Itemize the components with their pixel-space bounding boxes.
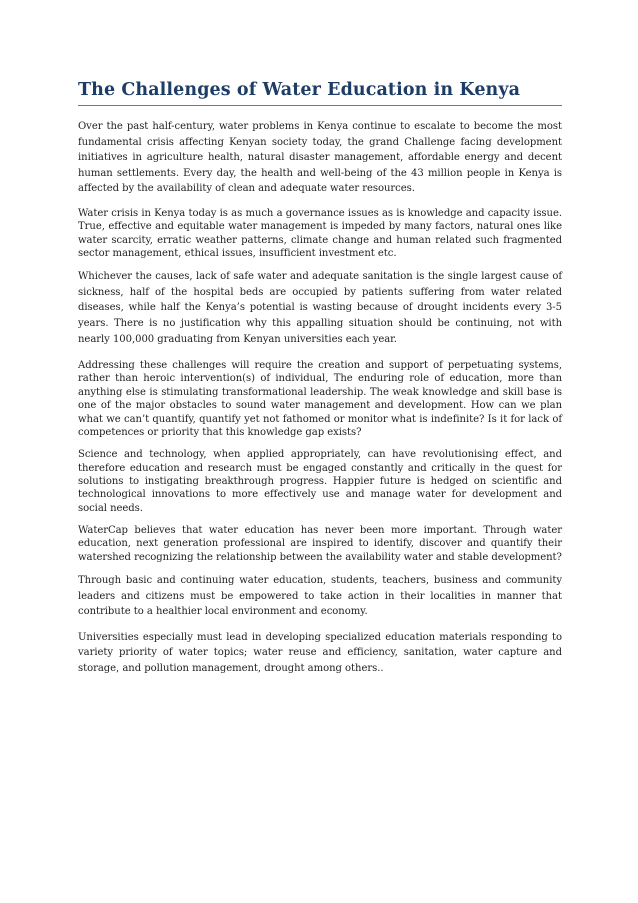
paragraph-intro: Over the past half-century, water problems in Kenya continue to escalate to become the most fundamental crisis affecting Kenyan society today, the grand Challenge facing development initiatives in agriculture health, natural disaster management, affordable energy and decent human settlements. Every day, the health and well-being of the 43 million people in Kenya is affected by the availability of clean and adequate water resources. [78, 121, 562, 195]
paragraph-universities: Universities especially must lead in developing specialized education materials responding to variety priority of water topics; water reuse and efficiency, sanitation, water capture and storage, and pollution management, drought among others.. [78, 631, 562, 674]
paragraph-governance: Water crisis in Kenya today is as much a governance issues as is knowledge and capacity issue. True, effective and equitable water management is impeded by many factors, natural ones like water scarcity, erratic weather patterns, climate change and human related such fragmented sector management, ethical issues, insufficient investment etc. [78, 207, 562, 259]
paragraph-science: Science and technology, when applied appropriately, can have revolutionising effect, and therefore education and research must be engaged constantly and critically in the quest for solutions to instigating breakthrough progress. Happier future is hedged on scientific and technological innovations to more effectively use and manage water for development and social needs. [78, 449, 562, 514]
paragraph-challenges: Addressing these challenges will require the creation and support of perpetuating systems, rather than heroic intervention(s) of individual, The enduring role of education, more than anything else is stimulating transformational leadership. The weak knowledge and skill base is one of the major obstacles to sound water management and development. How can we plan what we can’t quantify, quantify yet not fathomed or monitor what is indefinite? Is it for lack of competences or priority that this knowledge gap exists? [78, 360, 562, 438]
document-page [78, 78, 562, 686]
paragraph-sanitation: Whichever the causes, lack of safe water and adequate sanitation is the single largest cause of sickness, half of the hospital beds are occupied by patients suffering from water related diseases, while half the Kenya’s potential is wasting because of drought incidents every 3-5 years. There is no justification why this appalling situation should be continuing, not with nearly 100,000 graduating from Kenyan universities each year. [78, 271, 562, 345]
title-underline-divider [78, 105, 562, 106]
paragraph-watercap: WaterCap believes that water education has never been more important. Through water education, next generation professional are inspired to identify, discover and quantify their watershed recognizing the relationship between the availability water and stable development? [78, 525, 562, 563]
document-title: The Challenges of Water Education in Kenya [78, 80, 521, 100]
paragraph-continuing-education: Through basic and continuing water education, students, teachers, business and community leaders and citizens must be empowered to take action in their localities in manner that contribute to a healthier local environment and economy. [78, 575, 562, 618]
